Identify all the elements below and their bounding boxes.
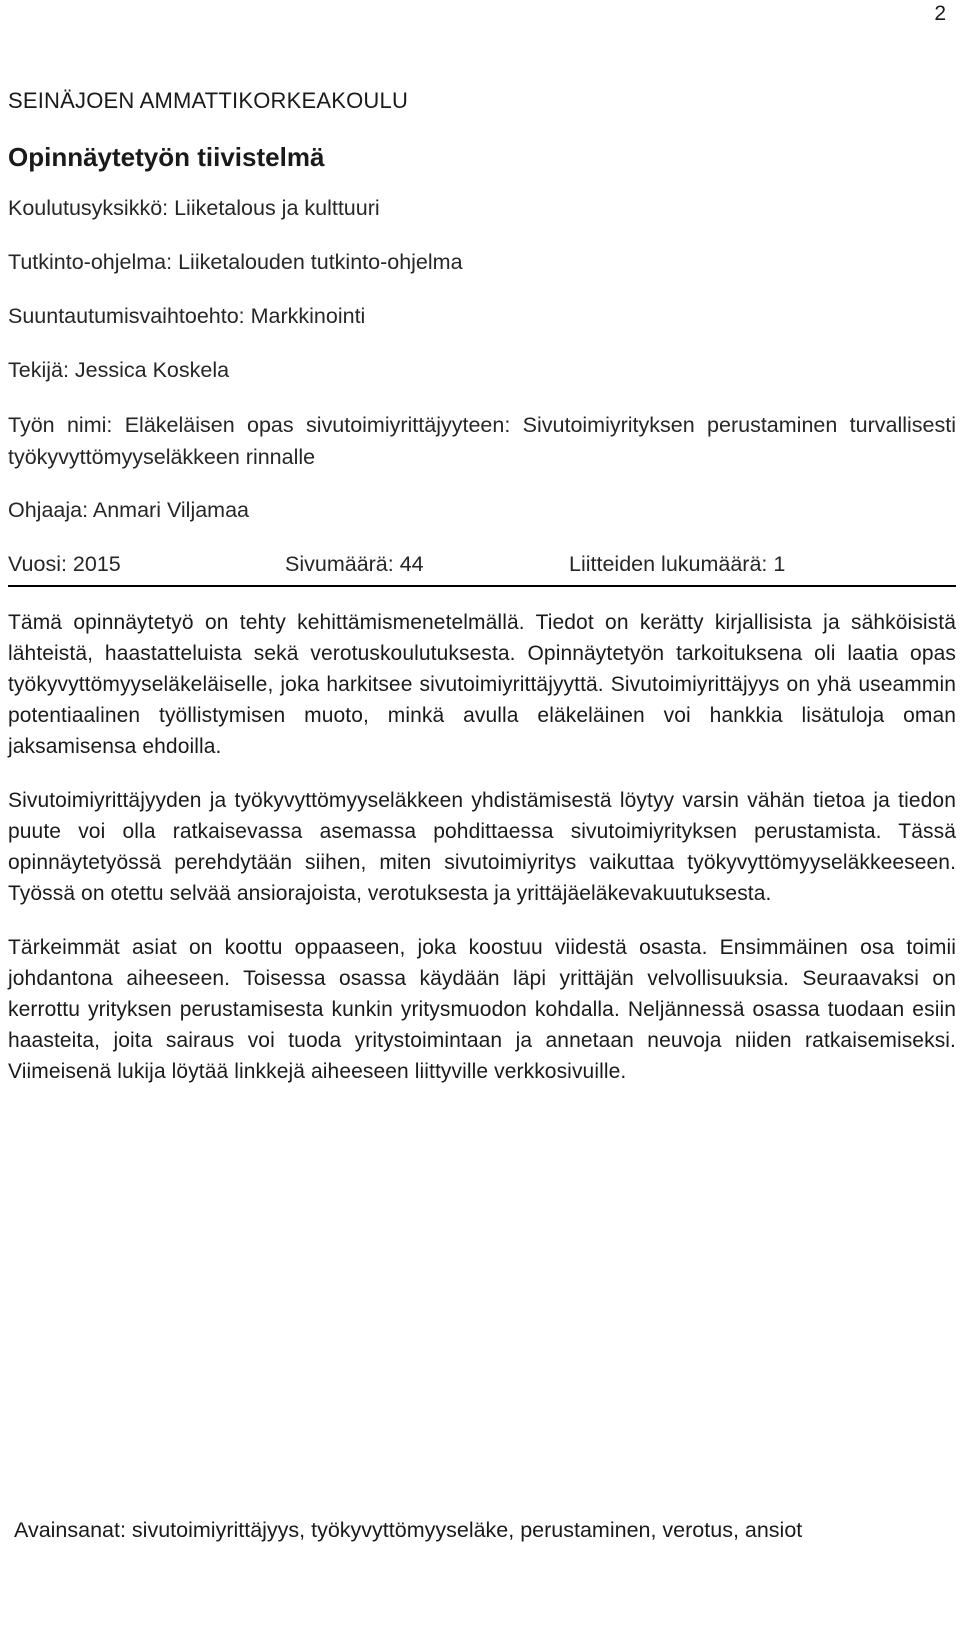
document-title: Opinnäytetyön tiivistelmä	[8, 142, 325, 172]
school-name: SEINÄJOEN AMMATTIKORKEAKOULU	[8, 88, 409, 113]
specialization-line: Suuntautumisvaihtoehto: Markkinointi	[8, 304, 366, 328]
abstract-paragraph: Sivutoimiyrittäjyyden ja työkyvyttömyyseläkkeen yhdistämisestä löytyy varsin vähän tietoa ja tiedon puute voi olla ratkaisevassa asemassa pohdittaessa sivutoimiyrityksen perustamista. Tässä opinnäytetyössä perehdytään siihen, miten sivutoimiyritys vaikuttaa työkyvyttömyyseläkkeeseen. Työssä on otettu selvää ansiorajoista, verotuksesta ja yrittäjäeläkevakuutuksesta.	[8, 789, 956, 905]
info-row	[8, 549, 956, 587]
page-count-field: Sivumäärä: 44	[285, 552, 424, 576]
unit-line: Koulutusyksikkö: Liiketalous ja kulttuuri	[8, 196, 380, 220]
abstract-page	[8, 86, 956, 1110]
abstract-paragraph: Tärkeimmät asiat on koottu oppaaseen, joka koostuu viidestä osasta. Ensimmäinen osa toimii johdantona aiheeseen. Toisessa osassa käydään läpi yrittäjän velvollisuuksia. Seuraavaksi on kerrottu yrityksen perustamisesta kunkin yritysmuodon kohdalla. Neljännessä osassa tuodaan esiin haasteita, joita sairaus voi tuoda yritystoimintaan ja annetaan neuvoja niiden ratkaisemiseksi. Viimeisenä lukija löytää linkkejä aiheeseen liittyville verkkosivuille.	[8, 936, 956, 1083]
keywords: Avainsanat: sivutoimiyrittäjyys, työkyvyttömyyseläke, perustaminen, verotus, ansiot	[14, 1518, 803, 1542]
year-field: Vuosi: 2015	[8, 552, 121, 576]
abstract-paragraph: Tämä opinnäytetyö on tehty kehittämismenetelmällä. Tiedot on kerätty kirjallisista ja sähköisistä lähteistä, haastatteluista sekä verotuskoulutuksesta. Opinnäytetyön tarkoituksena oli laatia opas työkyvyttömyyseläkeläiselle, joka harkitsee sivutoimiyrittäjyyttä. Sivutoimiyrittäjyys on yhä useammin potentiaalinen työllistymisen muoto, minkä avulla eläkeläinen voi hankkia lisätuloja oman jaksamisensa ehdoilla.	[8, 611, 956, 758]
page-number: 2	[934, 2, 946, 25]
supervisor-line: Ohjaaja: Anmari Viljamaa	[8, 498, 250, 522]
abstract-body	[8, 607, 956, 1087]
author-line: Tekijä: Jessica Koskela	[8, 358, 230, 382]
work-title-line: Työn nimi: Eläkeläisen opas sivutoimiyrittäjyyteen: Sivutoimiyrityksen perustaminen turvallisesti työkyvyttömyyseläkkeen rinnalle	[8, 413, 956, 469]
program-line: Tutkinto-ohjelma: Liiketalouden tutkinto-ohjelma	[8, 250, 463, 274]
appendix-count-field: Liitteiden lukumäärä: 1	[569, 552, 786, 576]
